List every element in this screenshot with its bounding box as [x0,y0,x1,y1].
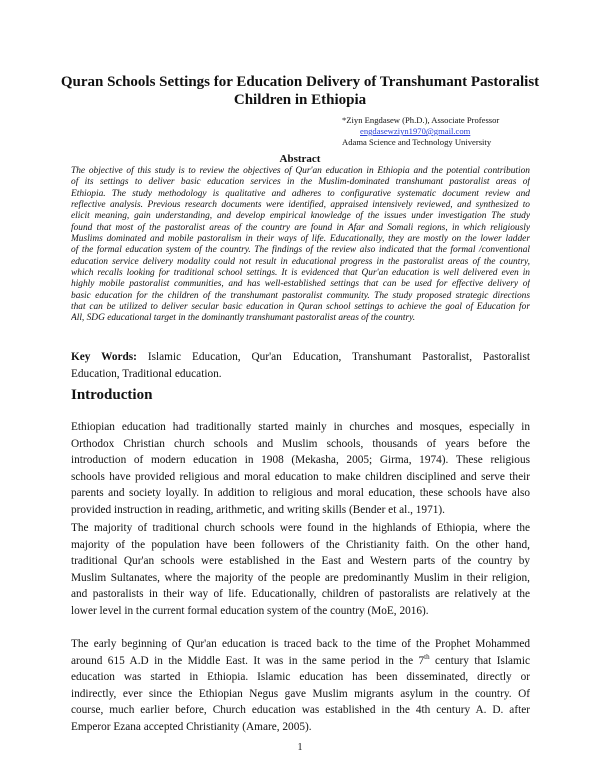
abstract-heading: Abstract [279,153,321,165]
text-line: parents and society loyally. In addition to religious and moral education, these schools have also [71,487,530,500]
page-number: 1 [297,742,303,753]
keywords-text: Islamic Education, Qur'an Education, Transhumant Pastoralist, Pastoralist [136,351,530,363]
paragraph [71,419,530,519]
text-line: All, SDG educational target in the dominantly transhumant pastoralist areas of the country. [71,313,416,324]
title-line: Children in Ethiopia [233,92,367,108]
text-line: majority of the population have been followers of the Christianity faith. On the other hand, [71,538,530,551]
text-line: that can be utilized to deliver secular basic education in Quran school settings to achieve the goal of Education for [71,302,530,313]
abstract-text [71,166,530,325]
text-line: The early beginning of Qur'an education is traced back to the time of the Prophet Mohammed [71,638,530,650]
author-email-link[interactable]: engdasewziyn1970@gmail.com [360,126,471,136]
keywords-label: Key Words: [71,351,137,363]
text-line: Ethiopia. The study methodology is qualitative and adheres to configurative systematic document review and [71,188,530,199]
text-line: indirectly, ever since the Ethiopian Negus gave Muslim migrants asylum in the country. Of [71,687,530,700]
author-name: *Ziyn Engdasew (Ph.D.), Associate Professor [342,115,500,125]
text-line: found that most of the pastoralist areas of the country are found in Afar and Somali regions, in which religiously [71,222,530,233]
paragraph [71,636,530,736]
author-block [342,115,499,148]
title-line: Quran Schools Settings for Education Delivery of Transhumant Pastoralist [60,74,540,90]
text-line: introduction of modern education in 1908 (Mekasha, 2005; Girma, 1974). These religious [71,454,530,467]
paper-title [40,73,560,109]
text-line: highly mobile pastoralist communities, and has well-established settings that can be used for effective delivery of [71,279,530,290]
text-line: Ethiopian education had traditionally started mainly in churches and mosques, especially in [71,421,530,433]
text-line: which recalls looking for traditional school settings. It is evidenced that Qur'an education is well delivered even in [71,268,530,279]
text-line: basic education for the children of the transhumant pastoralist community. The study proposed strategic directions [71,290,530,301]
text-line: elicit meaning, gain understanding, and develop empirical knowledge of the issues under investigation The study [71,211,530,222]
text-line: Muslim Sultanates, where the majority of the people are predominantly Muslim in their religion, [71,571,530,584]
text-line: Muslims dominated and mobile pastoralism in their ways of life. Educationally, they are mostly on the lower ladder [71,234,530,245]
text-line: traditional Qur'an schools were established in the East and Western parts of the country by [71,555,530,568]
text-line: education service delivery modality could not result in educational progress in the pastoralist areas of the country, [71,256,530,267]
paragraph [71,520,530,620]
text-line: course, much earlier before, Church education was established in the 4th century A. D. after [71,704,530,717]
text-line: education was started in Ethiopia. Islamic education has been disseminated, directly or [71,671,530,684]
keywords [71,349,530,382]
text-line: The majority of traditional church schools were found in the highlands of Ethiopia, where the [71,522,530,534]
text-line: and pastoralists in their way of life. Educationally, children of pastoralists are relatively at the [71,588,530,601]
text-line: Emperor Ezana accepted Christianity (Amare, 2005). [71,720,312,733]
author-affiliation: Adama Science and Technology University [342,137,492,147]
text-line: of its settings to deliver basic education services in the Muslim-dominated transhumant pastoralist areas of [71,177,530,188]
text-line: The objective of this study is to review the objectives of Qur'an education in Ethiopia and the potential contribution [71,166,530,176]
text-line: around 615 A.D in the Middle East. It was in the same period in the 7th century that Islamic [71,652,530,667]
text-line: of the formal education system of the country. The findings of the review also indicated that the formal /conventional [71,245,530,256]
text-line: provided instruction in reading, arithmetic, and writing skills (Bender et al., 1971). [71,503,445,516]
text-line: schools have provided religious and moral education to make children disciplined and serve their [71,470,530,483]
keywords-text: Education, Traditional education. [71,367,222,380]
text-line: lower level in the current formal education system of the country (MoE, 2016). [71,604,429,617]
text-line: Orthodox Christian church schools and Muslim schools, thousands of years before the [71,437,530,450]
introduction-heading: Introduction [71,387,153,403]
text-line: reflective analysis. Previous research documents were identified, appraised intensively reviewed, and synthesized to [71,200,530,211]
